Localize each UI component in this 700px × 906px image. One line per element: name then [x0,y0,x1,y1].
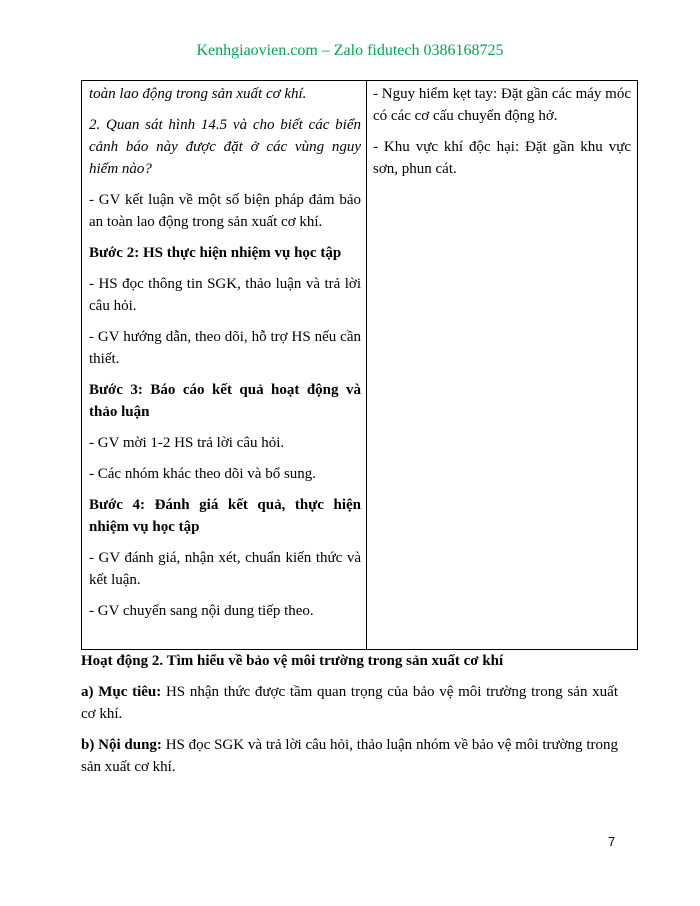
header-link[interactable]: Kenhgiaovien.com – Zalo fidutech 0386168725 [196,42,504,59]
paragraph: - HS đọc thông tin SGK, thảo luận và trả lời câu hỏi. [89,276,361,314]
paragraph: - Các nhóm khác theo dõi và bổ sung. [89,466,317,482]
content-text: HS đọc SGK và trả lời câu hỏi, thảo luận nhóm về bảo vệ môi trường trong sản xuất cơ khí. [81,737,618,775]
activity-2-section [81,650,618,787]
goal-label: a) Mục tiêu: [81,684,162,700]
paragraph: toàn lao động trong sản xuất cơ khí. [89,86,307,102]
question-2: 2. Quan sát hình 14.5 và cho biết các biển cảnh báo này được đặt ở các vùng nguy hiểm nào? [89,117,361,177]
paragraph: - GV hướng dẫn, theo dõi, hỗ trợ HS nếu cần thiết. [89,329,361,367]
teacher-activity-cell [82,81,367,650]
paragraph: - GV đánh giá, nhận xét, chuẩn kiến thức và kết luận. [89,550,361,588]
expected-outcome-cell [367,81,638,650]
content-label: b) Nội dung: [81,737,162,753]
step-3-heading: Bước 3: Báo cáo kết quả hoạt động và thảo luận [89,382,361,420]
paragraph: - GV mời 1-2 HS trả lời câu hỏi. [89,435,285,451]
paragraph: - Khu vực khí độc hại: Đặt gần khu vực sơn, phun cát. [373,139,631,177]
step-4-heading: Bước 4: Đánh giá kết quả, thực hiện nhiệm vụ học tập [89,497,361,535]
step-2-heading: Bước 2: HS thực hiện nhiệm vụ học tập [89,245,342,261]
table-row [82,81,638,650]
goal-paragraph [81,681,618,725]
paragraph: - GV chuyển sang nội dung tiếp theo. [89,603,314,619]
paragraph: - GV kết luận về một số biện pháp đảm bảo an toàn lao động trong sản xuất cơ khí. [89,192,361,230]
activity-2-title: Hoạt động 2. Tìm hiểu về bảo vệ môi trường trong sản xuất cơ khí [81,653,504,669]
page-number: 7 [608,834,616,849]
goal-text: HS nhận thức được tầm quan trọng của bảo vệ môi trường trong sản xuất cơ khí. [81,684,618,722]
content-paragraph [81,734,618,778]
lesson-table [81,80,638,650]
paragraph: - Nguy hiểm kẹt tay: Đặt gần các máy móc có các cơ cấu chuyển động hở. [373,86,631,124]
